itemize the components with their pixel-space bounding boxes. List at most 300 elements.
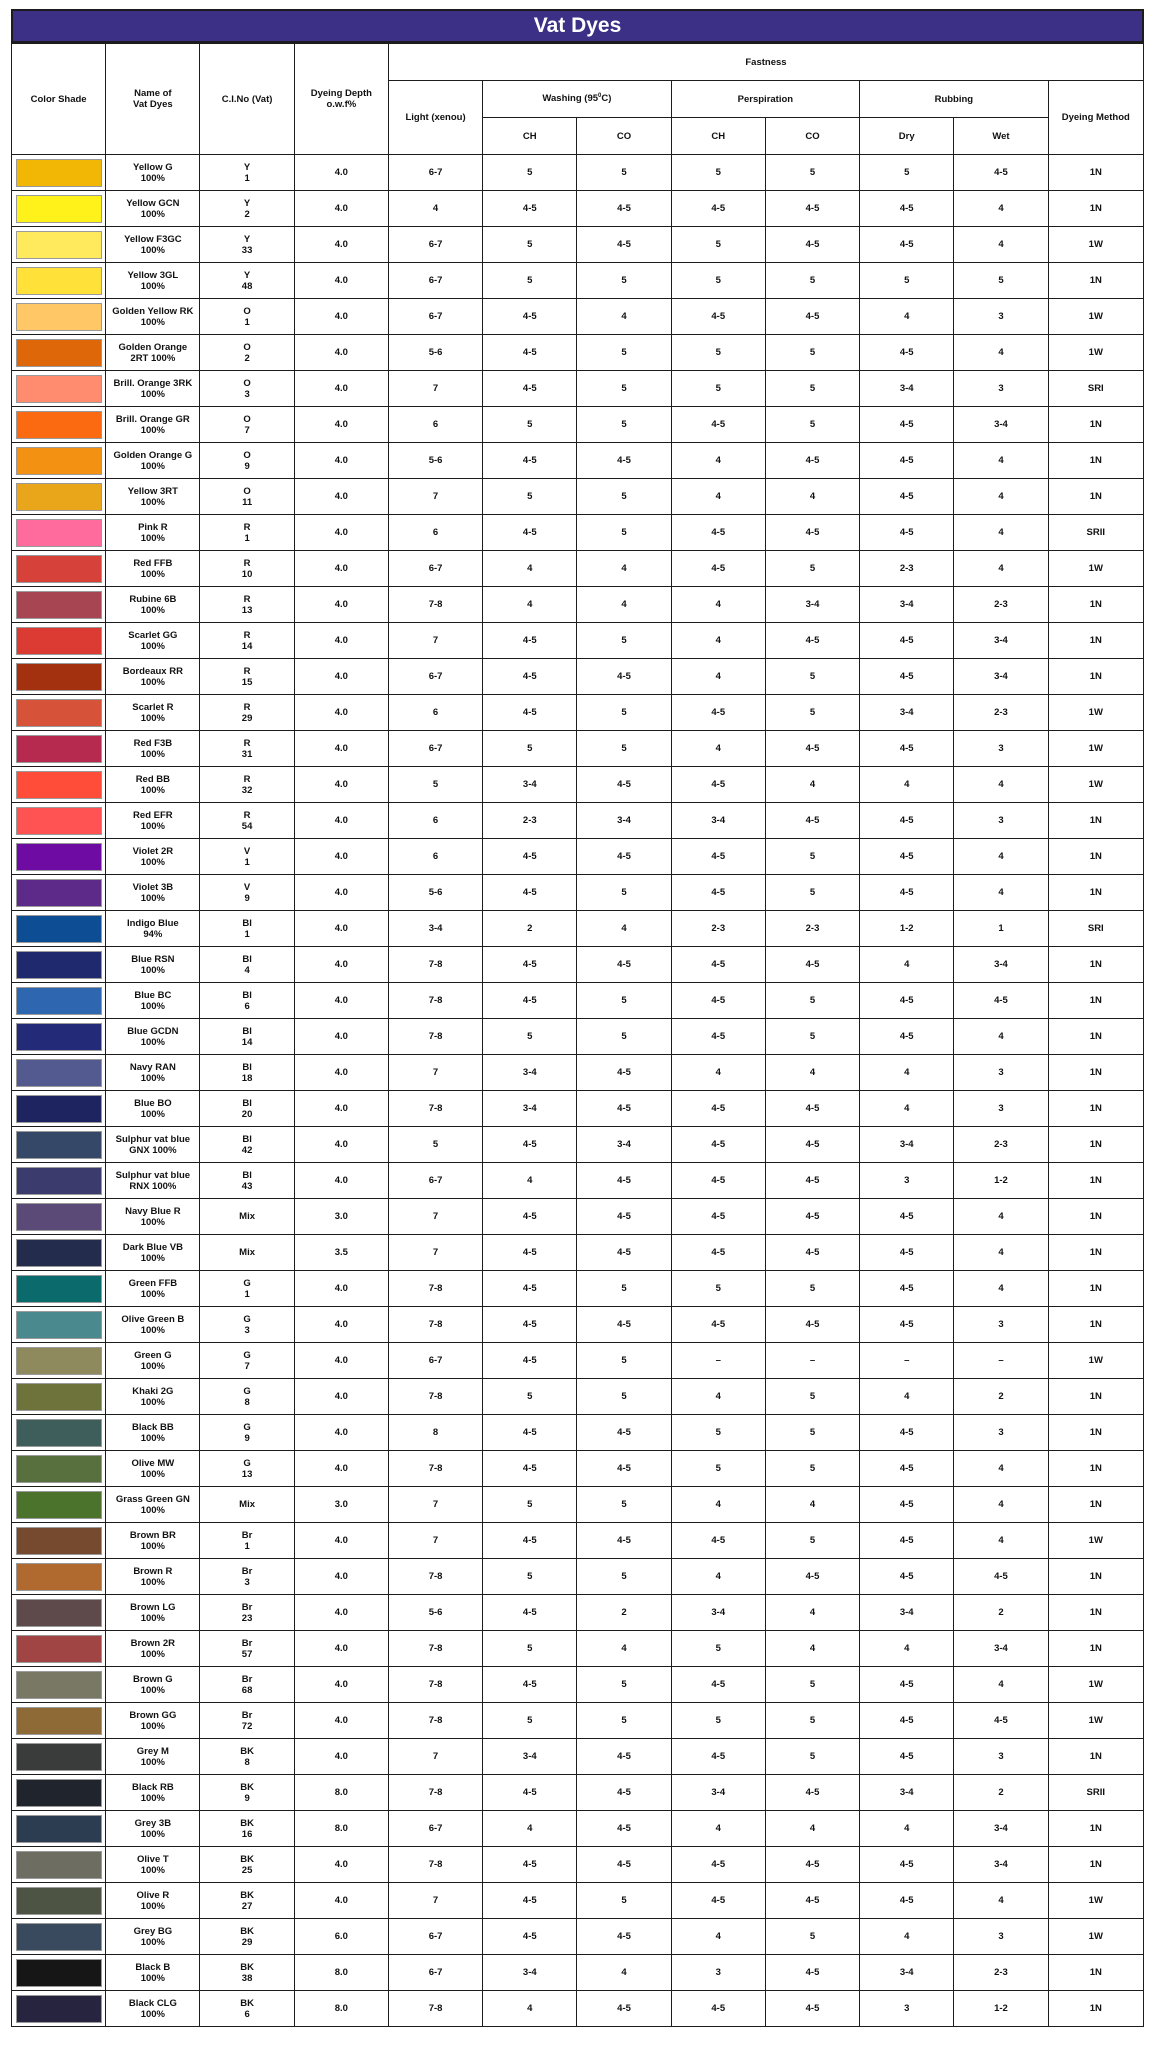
perspiration-ch-cell: 5 bbox=[671, 263, 765, 299]
washing-co-cell: 4 bbox=[577, 587, 671, 623]
dyeing-method-cell: 1W bbox=[1048, 551, 1143, 587]
rubbing-dry-cell: 3-4 bbox=[860, 1775, 954, 1811]
light-fastness-cell: 5 bbox=[388, 767, 482, 803]
perspiration-ch-cell: 4-5 bbox=[671, 551, 765, 587]
washing-co-cell: 4-5 bbox=[577, 1991, 671, 2027]
perspiration-ch-cell: 4-5 bbox=[671, 839, 765, 875]
table-row bbox=[12, 1847, 1144, 1883]
ci-no-cell bbox=[200, 1343, 294, 1379]
dyeing-method-cell: 1N bbox=[1048, 983, 1143, 1019]
dye-name: Brown BR bbox=[129, 1529, 176, 1541]
washing-ch-cell: 4-5 bbox=[483, 1775, 577, 1811]
rubbing-dry-cell: 1-2 bbox=[860, 911, 954, 947]
color-swatch bbox=[16, 1635, 102, 1663]
ci-no-cell bbox=[200, 1127, 294, 1163]
rubbing-dry-cell: 4 bbox=[860, 1811, 954, 1847]
color-swatch bbox=[16, 1203, 102, 1231]
header-washing-text: Washing (95 bbox=[542, 93, 599, 105]
rubbing-wet-cell: 5 bbox=[954, 263, 1048, 299]
dye-strength: 100% bbox=[140, 1036, 165, 1048]
ci-number: 57 bbox=[241, 1648, 253, 1660]
ci-code: R bbox=[243, 593, 251, 605]
perspiration-ch-cell: 4-5 bbox=[671, 1667, 765, 1703]
washing-co-cell: 3-4 bbox=[577, 1127, 671, 1163]
dye-strength: 100% bbox=[140, 1792, 165, 1804]
perspiration-ch-cell: – bbox=[671, 1343, 765, 1379]
rubbing-wet-cell: 4-5 bbox=[954, 1559, 1048, 1595]
header-washing-unit: C) bbox=[601, 93, 612, 105]
rubbing-wet-cell: 1 bbox=[954, 911, 1048, 947]
ci-code: BK bbox=[240, 1997, 254, 2009]
dye-strength: 100% bbox=[140, 316, 165, 328]
dyeing-depth-cell: 4.0 bbox=[294, 1523, 388, 1559]
ci-code: Mix bbox=[239, 1499, 255, 1510]
color-swatch bbox=[16, 1815, 102, 1843]
dye-name: Scarlet GG bbox=[128, 629, 178, 641]
perspiration-ch-cell: 2-3 bbox=[671, 911, 765, 947]
light-fastness-cell: 7-8 bbox=[388, 1019, 482, 1055]
color-swatch bbox=[16, 987, 102, 1015]
ci-no-cell bbox=[200, 623, 294, 659]
rubbing-wet-cell: 3 bbox=[954, 731, 1048, 767]
perspiration-ch-cell: 3-4 bbox=[671, 803, 765, 839]
washing-ch-cell: 4 bbox=[483, 1811, 577, 1847]
color-swatch-cell bbox=[12, 1271, 106, 1307]
dye-name: Brown GG bbox=[129, 1709, 177, 1721]
ci-number: 7 bbox=[244, 1360, 250, 1372]
washing-co-cell: 5 bbox=[577, 479, 671, 515]
dye-strength: 100% bbox=[140, 1432, 165, 1444]
color-swatch-cell bbox=[12, 983, 106, 1019]
dye-name: Grass Green GN bbox=[115, 1493, 190, 1505]
dye-strength: 100% bbox=[140, 424, 165, 436]
dyeing-depth-cell: 4.0 bbox=[294, 263, 388, 299]
dye-name-cell bbox=[106, 875, 200, 911]
dyeing-depth-cell: 4.0 bbox=[294, 695, 388, 731]
dyeing-method-cell: 1N bbox=[1048, 155, 1143, 191]
washing-co-cell: 5 bbox=[577, 1667, 671, 1703]
washing-co-cell: 5 bbox=[577, 1019, 671, 1055]
dye-strength: GNX 100% bbox=[129, 1144, 177, 1156]
dye-name-cell bbox=[106, 191, 200, 227]
dyeing-depth-cell: 4.0 bbox=[294, 155, 388, 191]
rubbing-wet-cell: 2-3 bbox=[954, 695, 1048, 731]
table-row bbox=[12, 515, 1144, 551]
rubbing-dry-cell: 3-4 bbox=[860, 587, 954, 623]
rubbing-wet-cell: 4 bbox=[954, 1019, 1048, 1055]
perspiration-ch-cell: 4-5 bbox=[671, 1199, 765, 1235]
perspiration-co-cell: 4-5 bbox=[765, 227, 859, 263]
dyeing-method-cell: 1N bbox=[1048, 587, 1143, 623]
dyeing-depth-cell: 4.0 bbox=[294, 659, 388, 695]
perspiration-ch-cell: 4 bbox=[671, 1919, 765, 1955]
dyeing-depth-cell: 3.0 bbox=[294, 1487, 388, 1523]
color-swatch bbox=[16, 771, 102, 799]
dye-name-cell bbox=[106, 1991, 200, 2027]
rubbing-wet-cell: 3-4 bbox=[954, 623, 1048, 659]
perspiration-co-cell: 4 bbox=[765, 479, 859, 515]
perspiration-co-cell: 5 bbox=[765, 875, 859, 911]
dye-name: Green G bbox=[134, 1349, 172, 1361]
color-swatch-cell bbox=[12, 587, 106, 623]
washing-co-cell: 4-5 bbox=[577, 1847, 671, 1883]
color-swatch bbox=[16, 411, 102, 439]
ci-no-cell bbox=[200, 1811, 294, 1847]
ci-number: 1 bbox=[244, 172, 250, 184]
color-swatch-cell bbox=[12, 947, 106, 983]
table-row bbox=[12, 1919, 1144, 1955]
perspiration-co-cell: 4-5 bbox=[765, 947, 859, 983]
rubbing-dry-cell: 4-5 bbox=[860, 335, 954, 371]
color-swatch-cell bbox=[12, 1631, 106, 1667]
dyeing-method-cell: 1W bbox=[1048, 335, 1143, 371]
color-swatch-cell bbox=[12, 1451, 106, 1487]
dye-strength: 100% bbox=[140, 1360, 165, 1372]
perspiration-co-cell: 4-5 bbox=[765, 1091, 859, 1127]
washing-co-cell: 5 bbox=[577, 407, 671, 443]
washing-ch-cell: 5 bbox=[483, 1559, 577, 1595]
perspiration-ch-cell: 4-5 bbox=[671, 515, 765, 551]
dyeing-depth-cell: 4.0 bbox=[294, 947, 388, 983]
washing-ch-cell: 4-5 bbox=[483, 515, 577, 551]
light-fastness-cell: 7 bbox=[388, 1235, 482, 1271]
washing-ch-cell: 5 bbox=[483, 407, 577, 443]
color-swatch-cell bbox=[12, 551, 106, 587]
dye-name-cell bbox=[106, 1415, 200, 1451]
washing-co-cell: 5 bbox=[577, 1271, 671, 1307]
ci-code: BK bbox=[240, 1817, 254, 1829]
dye-name-cell bbox=[106, 1199, 200, 1235]
rubbing-dry-cell: 3-4 bbox=[860, 1595, 954, 1631]
dye-strength: 100% bbox=[140, 1648, 165, 1660]
dye-strength: 100% bbox=[140, 1000, 165, 1012]
dye-name-cell bbox=[106, 767, 200, 803]
washing-ch-cell: 4 bbox=[483, 1991, 577, 2027]
table-row bbox=[12, 1775, 1144, 1811]
ci-no-cell bbox=[200, 1523, 294, 1559]
rubbing-dry-cell: 4 bbox=[860, 1919, 954, 1955]
perspiration-co-cell: 4-5 bbox=[765, 1955, 859, 1991]
dyeing-method-cell: 1N bbox=[1048, 1487, 1143, 1523]
light-fastness-cell: 7 bbox=[388, 1487, 482, 1523]
dye-name: Black CLG bbox=[128, 1997, 177, 2009]
dye-name: Golden Yellow RK bbox=[112, 305, 194, 317]
table-row bbox=[12, 1811, 1144, 1847]
header-perspiration-ch: CH bbox=[671, 118, 765, 155]
ci-code: BK bbox=[240, 1889, 254, 1901]
dye-name-cell bbox=[106, 515, 200, 551]
ci-no-cell bbox=[200, 1019, 294, 1055]
ci-code: BK bbox=[240, 1925, 254, 1937]
rubbing-dry-cell: 4-5 bbox=[860, 191, 954, 227]
rubbing-dry-cell: 4-5 bbox=[860, 1703, 954, 1739]
rubbing-wet-cell: 4 bbox=[954, 1271, 1048, 1307]
dye-strength: 100% bbox=[140, 604, 165, 616]
dye-name: Violet 2R bbox=[132, 845, 174, 857]
ci-code: V bbox=[243, 881, 251, 893]
light-fastness-cell: 4 bbox=[388, 191, 482, 227]
washing-ch-cell: 4-5 bbox=[483, 1307, 577, 1343]
ci-code: V bbox=[243, 845, 251, 857]
table-row bbox=[12, 1451, 1144, 1487]
washing-ch-cell: 5 bbox=[483, 1019, 577, 1055]
light-fastness-cell: 7 bbox=[388, 479, 482, 515]
perspiration-ch-cell: 4-5 bbox=[671, 947, 765, 983]
ci-no-cell bbox=[200, 839, 294, 875]
washing-co-cell: 4-5 bbox=[577, 1091, 671, 1127]
dyeing-method-cell: 1N bbox=[1048, 839, 1143, 875]
perspiration-ch-cell: 5 bbox=[671, 1703, 765, 1739]
perspiration-co-cell: 5 bbox=[765, 1379, 859, 1415]
ci-number: 13 bbox=[241, 1468, 253, 1480]
dye-name: Green FFB bbox=[128, 1277, 178, 1289]
dyeing-method-cell: 1N bbox=[1048, 947, 1143, 983]
header-rubbing-dry: Dry bbox=[860, 118, 954, 155]
dyeing-method-cell: 1N bbox=[1048, 1559, 1143, 1595]
washing-ch-cell: 4-5 bbox=[483, 623, 577, 659]
header-rubbing-wet: Wet bbox=[954, 118, 1048, 155]
washing-co-cell: 4-5 bbox=[577, 1739, 671, 1775]
header-dyeing-method: Dyeing Method bbox=[1048, 81, 1143, 155]
perspiration-co-cell: 5 bbox=[765, 155, 859, 191]
table-row bbox=[12, 587, 1144, 623]
rubbing-wet-cell: 3-4 bbox=[954, 1631, 1048, 1667]
washing-ch-cell: 5 bbox=[483, 227, 577, 263]
perspiration-ch-cell: 4 bbox=[671, 587, 765, 623]
dyeing-depth-cell: 4.0 bbox=[294, 839, 388, 875]
perspiration-ch-cell: 4-5 bbox=[671, 1091, 765, 1127]
color-swatch bbox=[16, 663, 102, 691]
ci-no-cell bbox=[200, 371, 294, 407]
dye-strength: 100% bbox=[140, 1252, 165, 1264]
perspiration-co-cell: 4 bbox=[765, 1595, 859, 1631]
light-fastness-cell: 7-8 bbox=[388, 1991, 482, 2027]
ci-no-cell bbox=[200, 1703, 294, 1739]
color-swatch bbox=[16, 447, 102, 475]
ci-code: Bl bbox=[242, 1097, 252, 1109]
dyeing-method-cell: 1W bbox=[1048, 695, 1143, 731]
color-swatch-cell bbox=[12, 407, 106, 443]
rubbing-wet-cell: 4 bbox=[954, 1235, 1048, 1271]
ci-number: 3 bbox=[244, 1324, 250, 1336]
dye-name: Bordeaux RR bbox=[122, 665, 183, 677]
ci-no-cell bbox=[200, 659, 294, 695]
rubbing-dry-cell: 2-3 bbox=[860, 551, 954, 587]
table-row bbox=[12, 227, 1144, 263]
perspiration-co-cell: 2-3 bbox=[765, 911, 859, 947]
ci-number: 6 bbox=[244, 1000, 250, 1012]
ci-no-cell bbox=[200, 1559, 294, 1595]
light-fastness-cell: 7 bbox=[388, 1739, 482, 1775]
dyeing-method-cell: 1N bbox=[1048, 1127, 1143, 1163]
dyeing-depth-cell: 4.0 bbox=[294, 371, 388, 407]
perspiration-co-cell: 5 bbox=[765, 263, 859, 299]
dye-name-cell bbox=[106, 1451, 200, 1487]
color-swatch-cell bbox=[12, 1703, 106, 1739]
perspiration-ch-cell: 4 bbox=[671, 1487, 765, 1523]
perspiration-co-cell: 5 bbox=[765, 1271, 859, 1307]
dye-name: Red EFR bbox=[133, 809, 173, 821]
color-swatch-cell bbox=[12, 623, 106, 659]
perspiration-co-cell: 4-5 bbox=[765, 731, 859, 767]
washing-co-cell: 4-5 bbox=[577, 191, 671, 227]
color-swatch bbox=[16, 267, 102, 295]
perspiration-ch-cell: 4-5 bbox=[671, 1307, 765, 1343]
dye-strength: 100% bbox=[140, 1756, 165, 1768]
color-swatch bbox=[16, 807, 102, 835]
dye-name: Black RB bbox=[131, 1781, 174, 1793]
perspiration-ch-cell: 4 bbox=[671, 1811, 765, 1847]
light-fastness-cell: 7 bbox=[388, 1883, 482, 1919]
light-fastness-cell: 5-6 bbox=[388, 443, 482, 479]
dye-name: Olive T bbox=[137, 1853, 169, 1865]
ci-number: 42 bbox=[241, 1144, 253, 1156]
perspiration-co-cell: 5 bbox=[765, 1415, 859, 1451]
dyeing-method-cell: SRII bbox=[1048, 1775, 1143, 1811]
dye-strength: 100% bbox=[140, 1828, 165, 1840]
header-dyeing-depth bbox=[294, 44, 388, 155]
ci-number: 23 bbox=[241, 1612, 253, 1624]
dye-name-cell bbox=[106, 839, 200, 875]
ci-no-cell bbox=[200, 983, 294, 1019]
color-swatch-cell bbox=[12, 1775, 106, 1811]
dye-name: Golden Orange G bbox=[113, 449, 193, 461]
rubbing-dry-cell: 4-5 bbox=[860, 623, 954, 659]
ci-no-cell bbox=[200, 551, 294, 587]
ci-number: 15 bbox=[241, 676, 253, 688]
perspiration-co-cell: 5 bbox=[765, 1451, 859, 1487]
light-fastness-cell: 7-8 bbox=[388, 947, 482, 983]
perspiration-ch-cell: 5 bbox=[671, 371, 765, 407]
rubbing-wet-cell: 4 bbox=[954, 1451, 1048, 1487]
washing-co-cell: 4-5 bbox=[577, 1415, 671, 1451]
light-fastness-cell: 7-8 bbox=[388, 1271, 482, 1307]
rubbing-dry-cell: 4-5 bbox=[860, 479, 954, 515]
dye-name-cell bbox=[106, 371, 200, 407]
rubbing-wet-cell: 4-5 bbox=[954, 983, 1048, 1019]
washing-co-cell: 5 bbox=[577, 731, 671, 767]
washing-co-cell: 4-5 bbox=[577, 1775, 671, 1811]
perspiration-ch-cell: 5 bbox=[671, 1271, 765, 1307]
perspiration-co-cell: 5 bbox=[765, 1019, 859, 1055]
dye-name: Navy Blue R bbox=[125, 1205, 181, 1217]
perspiration-co-cell: 4-5 bbox=[765, 1307, 859, 1343]
dye-strength: 100% bbox=[140, 460, 165, 472]
rubbing-wet-cell: 4 bbox=[954, 1883, 1048, 1919]
dyeing-depth-cell: 4.0 bbox=[294, 1451, 388, 1487]
dye-strength: 100% bbox=[140, 856, 165, 868]
light-fastness-cell: 7 bbox=[388, 623, 482, 659]
ci-no-cell bbox=[200, 1595, 294, 1631]
perspiration-co-cell: 4-5 bbox=[765, 443, 859, 479]
dyeing-method-cell: 1N bbox=[1048, 407, 1143, 443]
washing-co-cell: 4-5 bbox=[577, 767, 671, 803]
washing-co-cell: 4-5 bbox=[577, 1811, 671, 1847]
perspiration-ch-cell: 4-5 bbox=[671, 1019, 765, 1055]
rubbing-dry-cell: 4-5 bbox=[860, 659, 954, 695]
dyeing-depth-cell: 8.0 bbox=[294, 1955, 388, 1991]
washing-ch-cell: 4-5 bbox=[483, 1199, 577, 1235]
dyeing-depth-cell: 4.0 bbox=[294, 479, 388, 515]
rubbing-wet-cell: 3 bbox=[954, 1415, 1048, 1451]
ci-number: 6 bbox=[244, 2008, 250, 2020]
ci-code: Y bbox=[243, 197, 251, 209]
ci-number: 2 bbox=[244, 208, 250, 220]
rubbing-dry-cell: 4 bbox=[860, 1379, 954, 1415]
dye-strength: 100% bbox=[140, 712, 165, 724]
ci-number: 72 bbox=[241, 1720, 253, 1732]
dye-name-cell bbox=[106, 1631, 200, 1667]
table-row bbox=[12, 263, 1144, 299]
table-row bbox=[12, 1019, 1144, 1055]
color-swatch-cell bbox=[12, 1919, 106, 1955]
color-swatch bbox=[16, 1131, 102, 1159]
ci-number: 8 bbox=[244, 1756, 250, 1768]
dye-strength: 100% bbox=[140, 820, 165, 832]
color-swatch bbox=[16, 555, 102, 583]
page-title: Vat Dyes bbox=[11, 9, 1144, 43]
dyeing-method-cell: 1W bbox=[1048, 1703, 1143, 1739]
rubbing-wet-cell: 4-5 bbox=[954, 155, 1048, 191]
color-swatch bbox=[16, 1671, 102, 1699]
dye-name-cell bbox=[106, 1523, 200, 1559]
ci-no-cell bbox=[200, 1451, 294, 1487]
rubbing-wet-cell: – bbox=[954, 1343, 1048, 1379]
dyeing-method-cell: SRI bbox=[1048, 911, 1143, 947]
dyeing-depth-cell: 6.0 bbox=[294, 1919, 388, 1955]
light-fastness-cell: 6 bbox=[388, 839, 482, 875]
dye-strength: 100% bbox=[140, 496, 165, 508]
dye-strength: 100% bbox=[140, 388, 165, 400]
ci-code: O bbox=[243, 485, 251, 497]
dye-name-cell bbox=[106, 1883, 200, 1919]
dyeing-depth-cell: 4.0 bbox=[294, 443, 388, 479]
ci-number: 1 bbox=[244, 316, 250, 328]
dyeing-method-cell: 1W bbox=[1048, 767, 1143, 803]
color-swatch-cell bbox=[12, 1559, 106, 1595]
ci-no-cell bbox=[200, 695, 294, 731]
color-swatch bbox=[16, 1995, 102, 2023]
color-swatch-cell bbox=[12, 515, 106, 551]
light-fastness-cell: 6 bbox=[388, 407, 482, 443]
table-row bbox=[12, 1379, 1144, 1415]
color-swatch bbox=[16, 1095, 102, 1123]
dye-strength: 100% bbox=[140, 280, 165, 292]
ci-no-cell bbox=[200, 911, 294, 947]
ci-code: BK bbox=[240, 1853, 254, 1865]
washing-co-cell: 4-5 bbox=[577, 1451, 671, 1487]
perspiration-ch-cell: 4-5 bbox=[671, 875, 765, 911]
dye-strength: 100% bbox=[140, 1972, 165, 1984]
table-row bbox=[12, 407, 1144, 443]
dyeing-depth-cell: 4.0 bbox=[294, 299, 388, 335]
color-swatch bbox=[16, 1059, 102, 1087]
rubbing-wet-cell: 3 bbox=[954, 1307, 1048, 1343]
table-row bbox=[12, 983, 1144, 1019]
perspiration-co-cell: 4 bbox=[765, 767, 859, 803]
ci-number: 18 bbox=[241, 1072, 253, 1084]
dyeing-method-cell: 1W bbox=[1048, 299, 1143, 335]
dyeing-depth-cell: 4.0 bbox=[294, 1271, 388, 1307]
light-fastness-cell: 7 bbox=[388, 371, 482, 407]
header-depth-line2: o.w.f% bbox=[326, 99, 357, 110]
dyeing-method-cell: 1N bbox=[1048, 1199, 1143, 1235]
washing-co-cell: 5 bbox=[577, 155, 671, 191]
light-fastness-cell: 7-8 bbox=[388, 1091, 482, 1127]
rubbing-dry-cell: 4-5 bbox=[860, 1559, 954, 1595]
washing-co-cell: 5 bbox=[577, 335, 671, 371]
color-swatch-cell bbox=[12, 911, 106, 947]
